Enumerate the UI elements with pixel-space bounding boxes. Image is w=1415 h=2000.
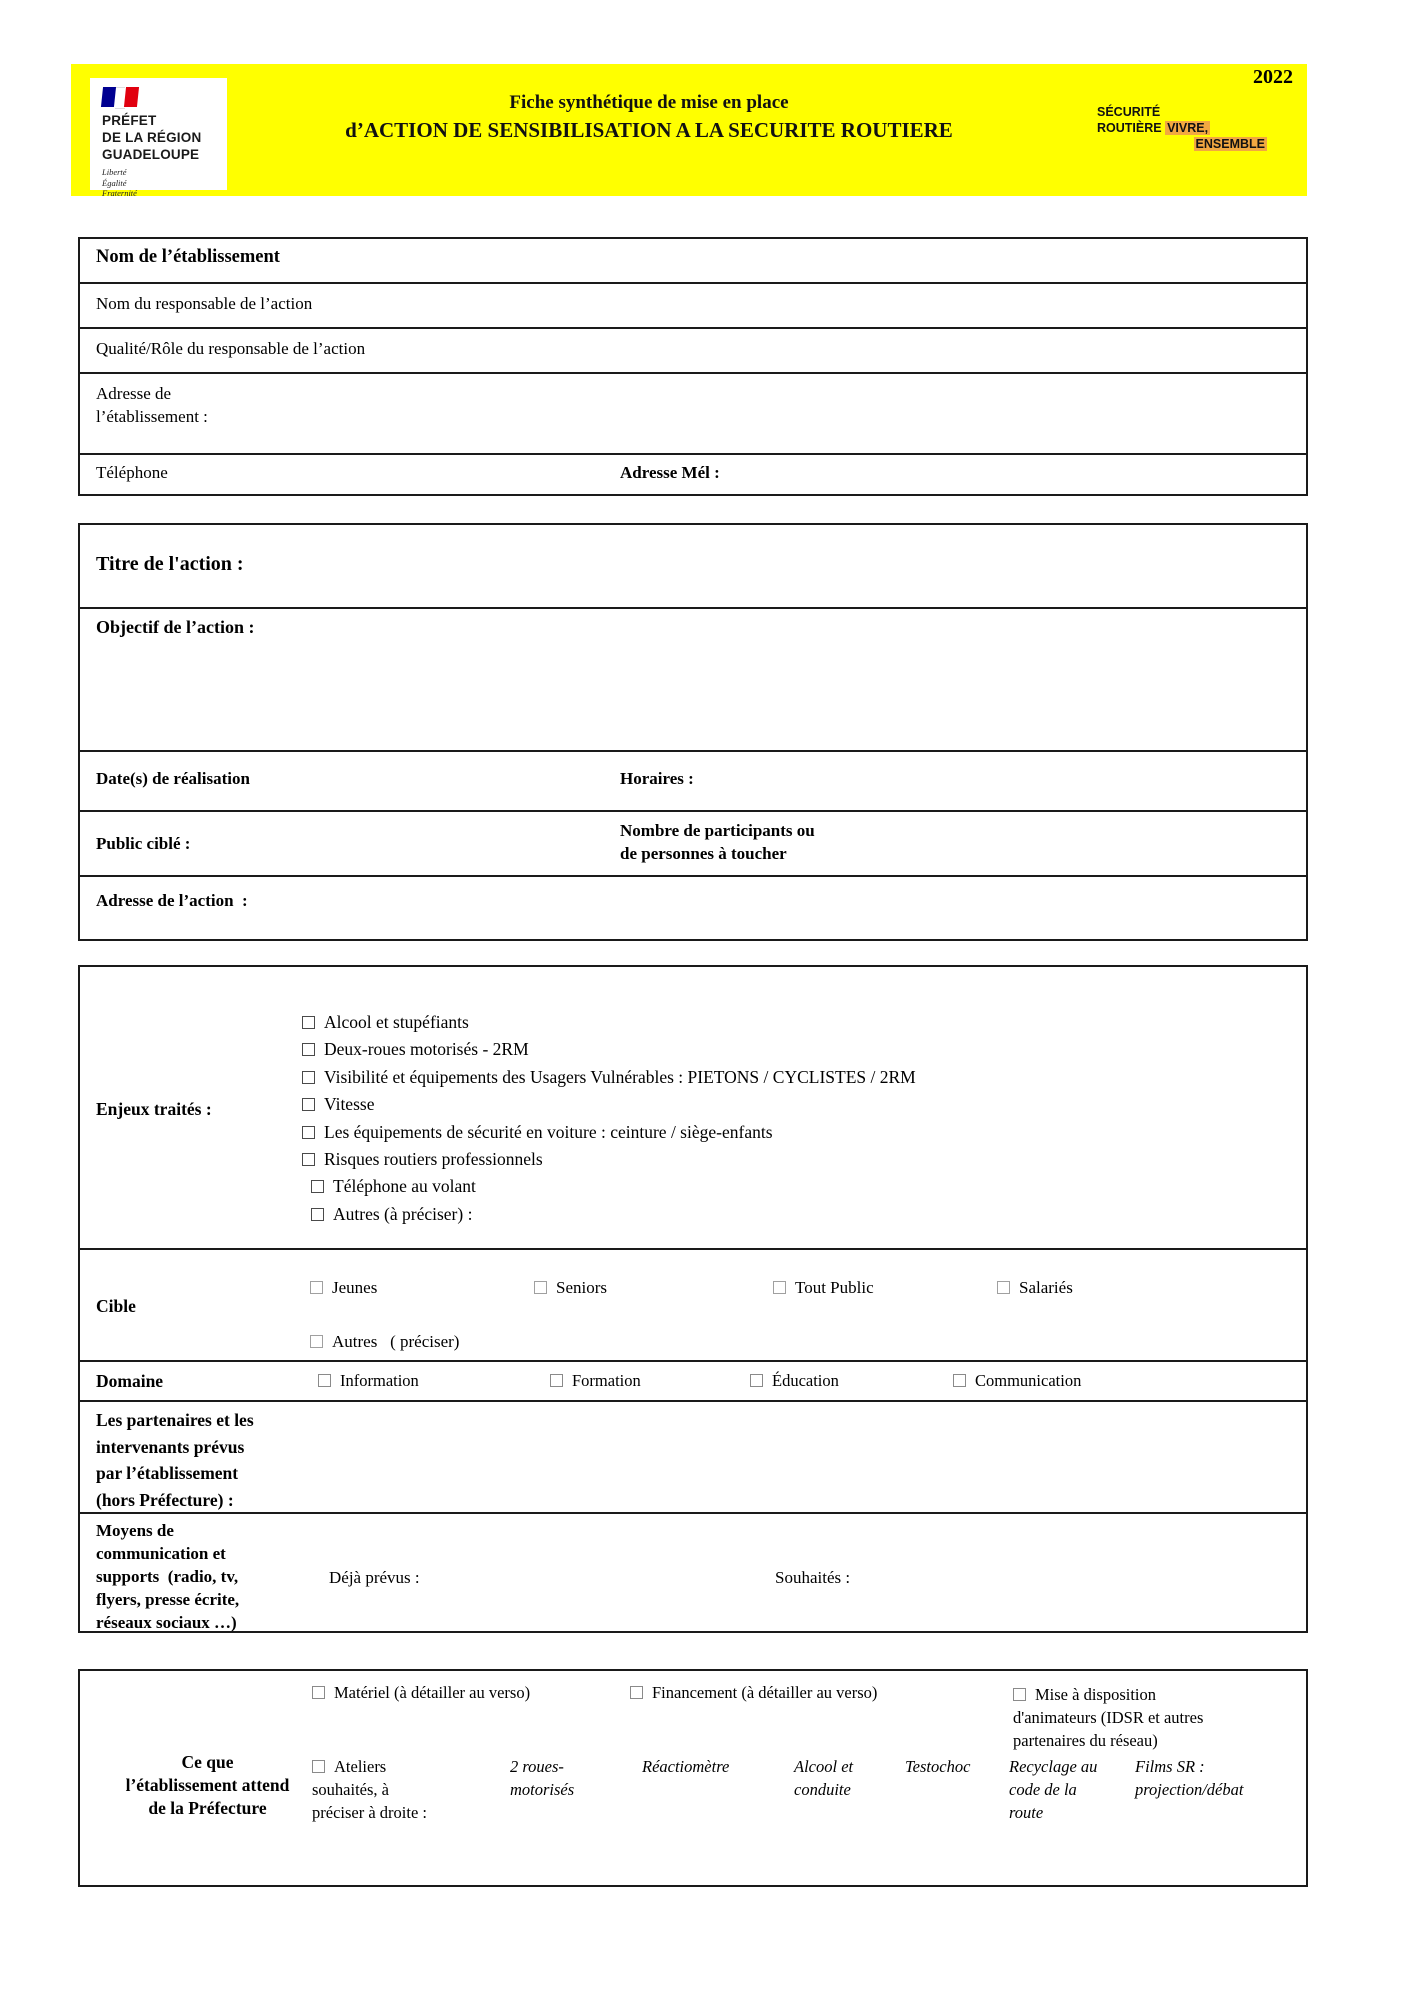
motto-egalite: Égalité bbox=[102, 177, 127, 188]
row-enjeux bbox=[80, 967, 1306, 1250]
flag-red-stripe bbox=[124, 87, 139, 107]
page-title-line2: d’ACTION DE SENSIBILISATION A LA SECURITE ROUTIERE bbox=[345, 118, 953, 142]
checkbox-education[interactable] bbox=[750, 1374, 763, 1387]
page-title bbox=[291, 90, 1007, 144]
identity-table bbox=[78, 237, 1308, 496]
enjeux-label: Enjeux traités : bbox=[96, 1099, 212, 1119]
qualite-label: Qualité/Rôle du responsable de l’action bbox=[96, 339, 366, 358]
checkbox-information[interactable] bbox=[318, 1374, 331, 1387]
titre-action-label: Titre de l'action : bbox=[96, 553, 244, 575]
etablissement-label: Nom de l’établissement bbox=[96, 247, 280, 267]
checkbox-vitesse[interactable] bbox=[302, 1098, 315, 1111]
enjeux-item: Visibilité et équipements des Usagers Vulnérables : PIETONS / CYCLISTES / 2RM bbox=[302, 1064, 916, 1091]
row-public-participants[interactable] bbox=[80, 812, 1306, 877]
checkbox-animateurs[interactable] bbox=[1013, 1688, 1026, 1701]
french-flag-icon bbox=[102, 87, 227, 109]
option-financement: Financement (à détailler au verso) bbox=[630, 1683, 877, 1703]
row-objectif-action[interactable] bbox=[80, 609, 1306, 752]
partenaires-label: Les partenaires et les intervenants prévus par l’établissement (hors Préfecture) : bbox=[96, 1410, 254, 1510]
dates-label: Date(s) de réalisation bbox=[96, 769, 250, 788]
logo-line-1: PRÉFET bbox=[102, 113, 157, 128]
atelier-films: Films SR : projection/débat bbox=[1135, 1757, 1244, 1799]
motto-fraternite: Fraternité bbox=[102, 188, 137, 198]
year-badge: 2022 bbox=[1253, 66, 1293, 88]
attentes-label: Ce que l’établissement attend de la Préfecture bbox=[125, 1752, 290, 1818]
enjeux-item: Deux-roues motorisés - 2RM bbox=[302, 1036, 916, 1063]
sr-logo-line2: ROUTIÈRE VIVRE, bbox=[1097, 121, 1209, 135]
enjeux-item: Autres (à préciser) : bbox=[311, 1201, 916, 1228]
checkbox-cible-autres[interactable] bbox=[310, 1335, 323, 1348]
atelier-reactiometre: Réactiomètre bbox=[642, 1757, 730, 1776]
mail-label: Adresse Mél : bbox=[620, 463, 720, 482]
participants-label: Nombre de participants ou de personnes à toucher bbox=[620, 821, 815, 863]
row-qualite[interactable] bbox=[80, 329, 1306, 374]
objectif-action-label: Objectif de l’action : bbox=[96, 617, 255, 637]
sr-logo-line3 bbox=[1097, 136, 1267, 152]
cible-label: Cible bbox=[96, 1296, 136, 1316]
enjeux-item: Risques routiers professionnels bbox=[302, 1146, 916, 1173]
logo-line-3: GUADELOUPE bbox=[102, 147, 200, 162]
domaine-label: Domaine bbox=[96, 1371, 164, 1391]
cible-option-autres: Autres ( préciser) bbox=[310, 1332, 459, 1352]
checkbox-equipements[interactable] bbox=[302, 1126, 315, 1139]
checkbox-financement[interactable] bbox=[630, 1686, 643, 1699]
adresse-label-line1: Adresse de bbox=[96, 384, 172, 403]
sr-logo-ensemble-highlight: ENSEMBLE bbox=[1195, 137, 1265, 151]
moyens-label: Moyens de communication et supports (radio, tv, flyers, presse écrite, réseaux sociaux …) bbox=[96, 1521, 240, 1632]
page-title-line1: Fiche synthétique de mise en place bbox=[509, 92, 789, 113]
flag-blue-stripe bbox=[101, 87, 116, 107]
cible-option-seniors: Seniors bbox=[534, 1278, 607, 1298]
option-materiel: Matériel (à détailler au verso) bbox=[312, 1683, 530, 1703]
enjeux-item: Les équipements de sécurité en voiture : ceinture / siège-enfants bbox=[302, 1119, 916, 1146]
responsable-label: Nom du responsable de l’action bbox=[96, 294, 313, 313]
republic-motto bbox=[102, 167, 227, 199]
prefet-logo bbox=[90, 78, 227, 198]
enjeux-item: Téléphone au volant bbox=[311, 1173, 916, 1200]
adresse-label-line2: l’établissement : bbox=[96, 407, 208, 426]
atelier-2roues: 2 roues- motorisés bbox=[510, 1757, 575, 1799]
row-dates-horaires[interactable] bbox=[80, 752, 1306, 812]
adresse-action-label: Adresse de l’action : bbox=[96, 891, 248, 910]
option-ateliers: Ateliers souhaités, à préciser à droite : bbox=[312, 1757, 427, 1822]
domaine-option-education: Éducation bbox=[750, 1371, 839, 1391]
telephone-label: Téléphone bbox=[96, 463, 168, 482]
details-table bbox=[78, 965, 1308, 1633]
action-table bbox=[78, 523, 1308, 941]
checkbox-risques-pro[interactable] bbox=[302, 1153, 315, 1166]
option-animateurs: Mise à disposition d'animateurs (IDSR et autres partenaires du réseau) bbox=[1013, 1685, 1204, 1750]
row-moyens[interactable] bbox=[80, 1514, 1306, 1631]
attentes-table bbox=[78, 1669, 1308, 1887]
domaine-option-formation: Formation bbox=[550, 1371, 641, 1391]
header-banner bbox=[71, 64, 1307, 196]
row-adresse-action[interactable] bbox=[80, 877, 1306, 939]
row-cible bbox=[80, 1250, 1306, 1362]
securite-routiere-logo bbox=[1097, 104, 1267, 152]
row-attentes bbox=[80, 1671, 1306, 1885]
logo-line-2: DE LA RÉGION bbox=[102, 130, 202, 145]
enjeux-list bbox=[302, 1009, 916, 1228]
atelier-testochoc: Testochoc bbox=[905, 1757, 971, 1776]
atelier-recyclage: Recyclage au code de la route bbox=[1009, 1757, 1098, 1822]
row-telephone-mail[interactable] bbox=[80, 455, 1306, 494]
cible-option-jeunes: Jeunes bbox=[310, 1278, 377, 1298]
public-cible-label: Public ciblé : bbox=[96, 834, 191, 853]
souhaites-label: Souhaités : bbox=[775, 1568, 851, 1587]
checkbox-enjeux-autres[interactable] bbox=[311, 1208, 324, 1221]
enjeux-item: Vitesse bbox=[302, 1091, 916, 1118]
domaine-option-information: Information bbox=[318, 1371, 419, 1391]
motto-liberte: Liberté bbox=[102, 167, 127, 177]
checkbox-visibilite[interactable] bbox=[302, 1071, 315, 1084]
checkbox-formation[interactable] bbox=[550, 1374, 563, 1387]
deja-prevus-label: Déjà prévus : bbox=[329, 1568, 420, 1587]
horaires-label: Horaires : bbox=[620, 769, 694, 788]
cible-option-salaries: Salariés bbox=[997, 1278, 1073, 1298]
sr-logo-vivre-highlight: VIVRE, bbox=[1167, 121, 1209, 135]
checkbox-communication[interactable] bbox=[953, 1374, 966, 1387]
row-partenaires[interactable] bbox=[80, 1402, 1306, 1514]
row-titre-action[interactable] bbox=[80, 525, 1306, 609]
checkbox-salaries[interactable] bbox=[997, 1281, 1010, 1294]
prefet-logo-name bbox=[102, 112, 227, 163]
checkbox-telephone-volant[interactable] bbox=[311, 1180, 324, 1193]
sr-logo-line1: SÉCURITÉ bbox=[1097, 105, 1161, 119]
cible-option-tout-public: Tout Public bbox=[773, 1278, 874, 1298]
enjeux-item: Alcool et stupéfiants bbox=[302, 1009, 916, 1036]
checkbox-materiel[interactable] bbox=[312, 1686, 325, 1699]
checkbox-tout-public[interactable] bbox=[773, 1281, 786, 1294]
checkbox-alcool[interactable] bbox=[302, 1016, 315, 1029]
checkbox-jeunes[interactable] bbox=[310, 1281, 323, 1294]
row-adresse-etablissement[interactable] bbox=[80, 374, 1306, 455]
checkbox-ateliers[interactable] bbox=[312, 1760, 325, 1773]
atelier-alcool: Alcool et conduite bbox=[794, 1757, 854, 1799]
checkbox-deux-roues[interactable] bbox=[302, 1043, 315, 1056]
domaine-option-communication: Communication bbox=[953, 1371, 1081, 1391]
row-etablissement[interactable] bbox=[80, 239, 1306, 284]
row-domaine bbox=[80, 1362, 1306, 1402]
checkbox-seniors[interactable] bbox=[534, 1281, 547, 1294]
row-responsable[interactable] bbox=[80, 284, 1306, 329]
